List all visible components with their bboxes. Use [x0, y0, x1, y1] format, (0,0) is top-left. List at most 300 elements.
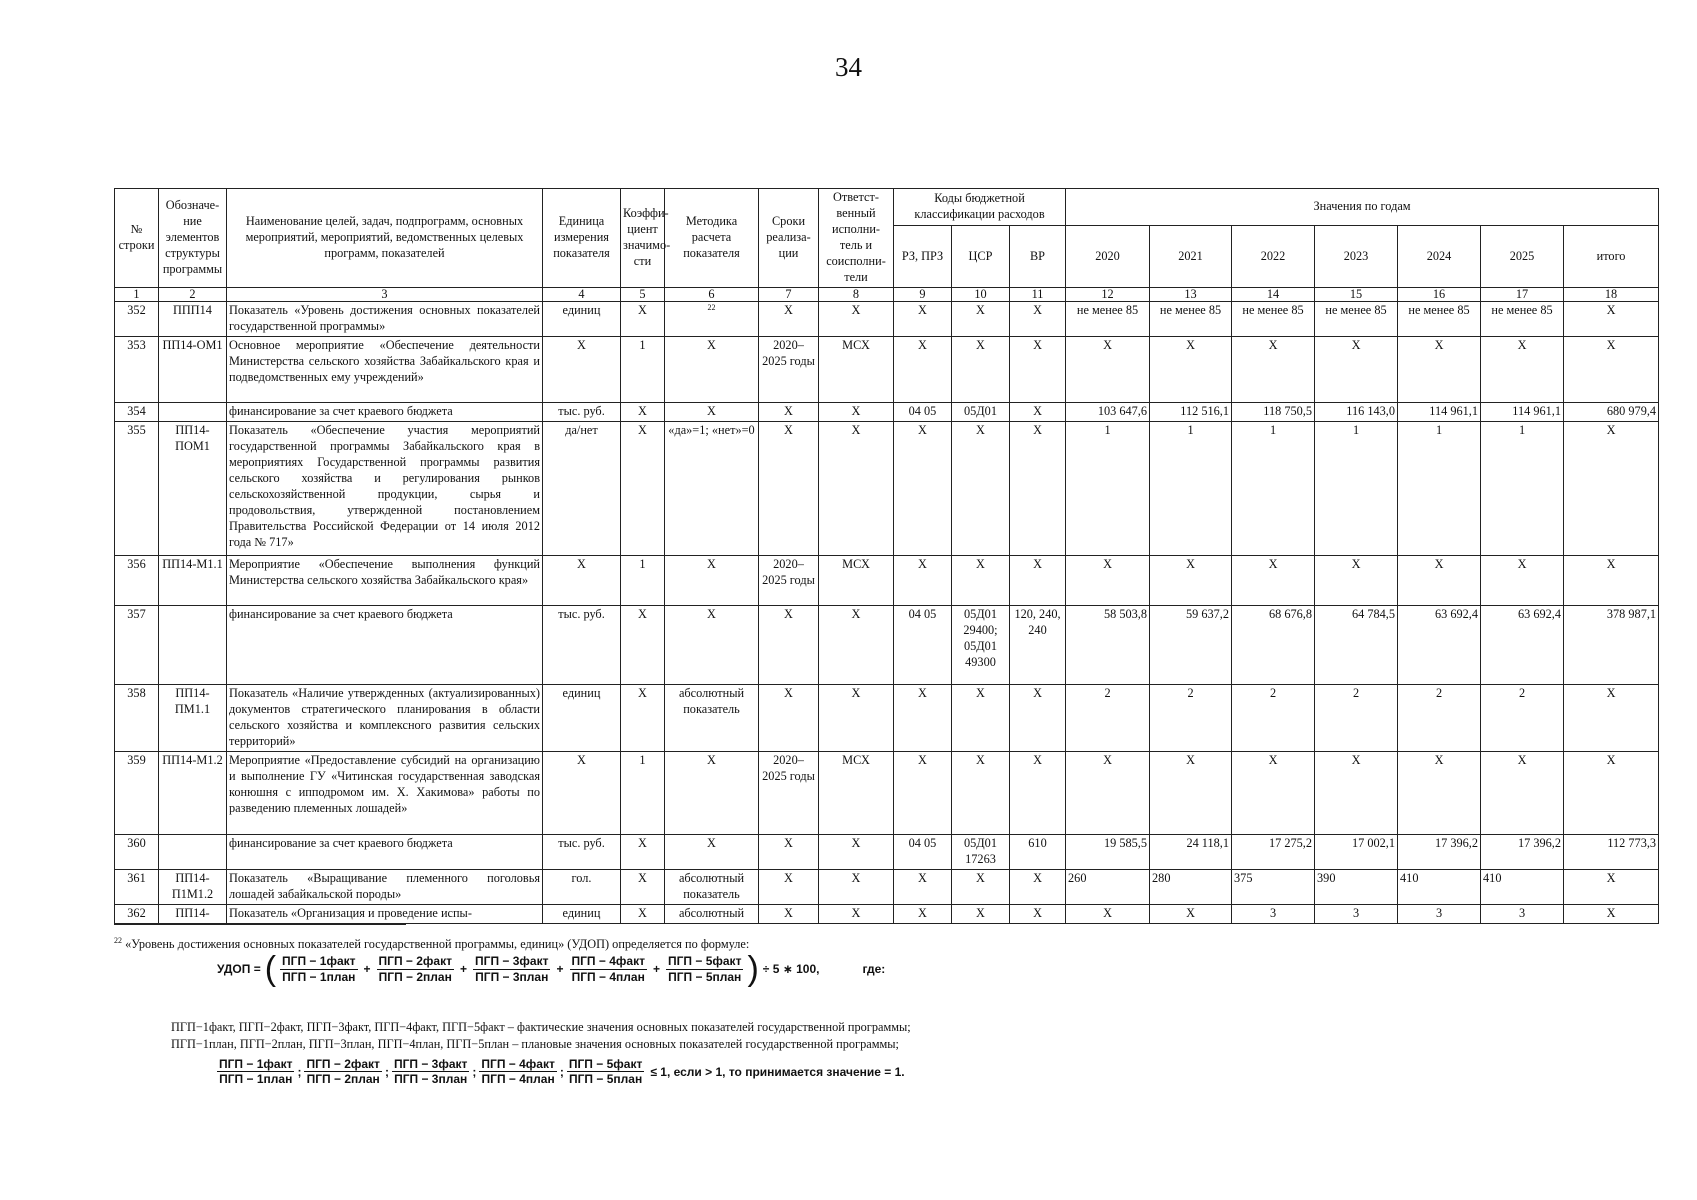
row-name: финансирование за счет краевого бюджета	[227, 605, 543, 684]
column-number: 11	[1010, 287, 1066, 301]
col-total: итого	[1564, 226, 1659, 288]
program-table	[114, 188, 1659, 924]
row-period: 2020–2025 годы	[759, 336, 819, 402]
row-value-2024: 3	[1398, 904, 1481, 923]
row-executor: Х	[819, 834, 894, 869]
row-coefficient: Х	[621, 605, 665, 684]
row-executor: Х	[819, 684, 894, 751]
row-value-2022: 375	[1232, 869, 1315, 904]
fraction-denominator: ПГП − 3план	[394, 1072, 468, 1087]
row-rz: Х	[894, 869, 952, 904]
row-number: 358	[115, 684, 159, 751]
udop-formula	[214, 952, 888, 986]
row-total: Х	[1564, 301, 1659, 336]
fraction-numerator: ПГП − 2факт	[306, 1057, 380, 1071]
footnote-text	[114, 936, 749, 952]
row-csr: Х	[952, 751, 1010, 834]
row-value-2021: 2	[1150, 684, 1232, 751]
column-number: 17	[1481, 287, 1564, 301]
row-name: Показатель «Обеспечение участия мероприятий государственной программы Забайкальского края в мероприятиях Государственной программы развития сельского хозяйства и регулирования рынков сельскохозяйственной продукции, сырья и продовольствия, утвержденной постановлением Правительства Российской Федерации от 14 июля 2012 года № 717»	[227, 421, 543, 555]
row-designation	[159, 605, 227, 684]
row-method: Х	[665, 834, 759, 869]
fraction-denominator: ПГП − 2план	[306, 1072, 380, 1087]
row-vr: Х	[1010, 421, 1066, 555]
row-rz: Х	[894, 555, 952, 605]
row-value-2020: 260	[1066, 869, 1150, 904]
table-row	[115, 421, 1659, 555]
row-vr: Х	[1010, 402, 1066, 421]
fraction-numerator: ПГП − 1факт	[219, 1057, 293, 1071]
row-total: 378 987,1	[1564, 605, 1659, 684]
table-row	[115, 402, 1659, 421]
row-value-2023: 1	[1315, 421, 1398, 555]
row-name: Показатель «Выращивание племенного поголовья лошадей забайкальской породы»	[227, 869, 543, 904]
column-number: 1	[115, 287, 159, 301]
row-period: Х	[759, 834, 819, 869]
plus-sign: +	[652, 962, 660, 976]
row-unit: Х	[543, 336, 621, 402]
row-executor: Х	[819, 301, 894, 336]
row-value-2020: Х	[1066, 336, 1150, 402]
row-value-2025: Х	[1481, 555, 1564, 605]
row-csr: Х	[952, 421, 1010, 555]
row-period: 2020–2025 годы	[759, 555, 819, 605]
col-unit: Единица измерения показателя	[543, 189, 621, 288]
row-value-2021: Х	[1150, 336, 1232, 402]
formula-lhs: УДОП =	[217, 962, 261, 976]
fraction-numerator: ПГП − 5факт	[568, 1057, 643, 1071]
plus-sign: +	[460, 962, 468, 976]
row-total: 112 773,3	[1564, 834, 1659, 869]
row-total: 680 979,4	[1564, 402, 1659, 421]
row-name: Мероприятие «Обеспечение выполнения функций Министерства сельского хозяйства Забайкальского края»	[227, 555, 543, 605]
row-unit: Х	[543, 751, 621, 834]
row-coefficient: Х	[621, 834, 665, 869]
row-vr: 120, 240, 240	[1010, 605, 1066, 684]
row-number: 357	[115, 605, 159, 684]
row-executor: Х	[819, 605, 894, 684]
row-value-2025: 114 961,1	[1481, 402, 1564, 421]
table-row	[115, 869, 1659, 904]
row-value-2024: 114 961,1	[1398, 402, 1481, 421]
row-number: 355	[115, 421, 159, 555]
col-csr: ЦСР	[952, 226, 1010, 288]
row-vr: 610	[1010, 834, 1066, 869]
row-executor: Х	[819, 421, 894, 555]
row-csr: 05Д01 29400; 05Д01 49300	[952, 605, 1010, 684]
row-number: 361	[115, 869, 159, 904]
table-row	[115, 684, 1659, 751]
row-value-2023: 390	[1315, 869, 1398, 904]
separator: ;	[559, 1064, 564, 1079]
row-method: «да»=1; «нет»=0	[665, 421, 759, 555]
formula-fraction	[377, 954, 454, 984]
col-designation: Обозначе-ние элементов структуры программы	[159, 189, 227, 288]
row-value-2020: 58 503,8	[1066, 605, 1150, 684]
row-rz: Х	[894, 301, 952, 336]
row-name: Показатель «Наличие утвержденных (актуализированных) документов стратегического планирования в области сельского хозяйства и комплексного развития сельских территорий»	[227, 684, 543, 751]
row-rz: 04 05	[894, 834, 952, 869]
row-value-2020: не менее 85	[1066, 301, 1150, 336]
row-designation: ПП14-ОМ1	[159, 336, 227, 402]
column-number: 4	[543, 287, 621, 301]
row-unit: единиц	[543, 301, 621, 336]
row-period: Х	[759, 421, 819, 555]
row-name: Основное мероприятие «Обеспечение деятельности Министерства сельского хозяйства Забайкальского края и подведомственных ему учреждений»	[227, 336, 543, 402]
row-value-2020: 19 585,5	[1066, 834, 1150, 869]
fraction-denominator: ПГП − 1план	[219, 1072, 293, 1087]
col-coefficient: Коэффи-циент значимо-сти	[621, 189, 665, 288]
row-value-2022: 2	[1232, 684, 1315, 751]
fraction-numerator: ПГП − 4факт	[571, 954, 645, 969]
row-name: финансирование за счет краевого бюджета	[227, 402, 543, 421]
column-number: 2	[159, 287, 227, 301]
row-value-2023: 64 784,5	[1315, 605, 1398, 684]
row-executor: Х	[819, 904, 894, 923]
row-period: 2020–2025 годы	[759, 751, 819, 834]
column-number: 8	[819, 287, 894, 301]
row-value-2022: Х	[1232, 555, 1315, 605]
fraction-denominator: ПГП − 5план	[569, 1072, 643, 1087]
table-row	[115, 605, 1659, 684]
row-vr: Х	[1010, 904, 1066, 923]
row-method: абсолютный показатель	[665, 869, 759, 904]
table-row	[115, 555, 1659, 605]
condition-formula	[214, 1057, 908, 1087]
row-value-2025: 2	[1481, 684, 1564, 751]
row-period: Х	[759, 605, 819, 684]
row-total: Х	[1564, 421, 1659, 555]
row-value-2024: Х	[1398, 555, 1481, 605]
row-name: финансирование за счет краевого бюджета	[227, 834, 543, 869]
fraction-denominator: ПГП − 1план	[282, 969, 356, 984]
separator: ;	[472, 1064, 477, 1079]
column-number: 16	[1398, 287, 1481, 301]
table-header	[115, 189, 1659, 288]
row-number: 362	[115, 904, 159, 923]
row-value-2024: 17 396,2	[1398, 834, 1481, 869]
formula-where: где:	[862, 962, 886, 976]
row-value-2020: 2	[1066, 684, 1150, 751]
row-value-2021: 280	[1150, 869, 1232, 904]
row-designation: ПП14-ПОМ1	[159, 421, 227, 555]
formula-tail: ÷ 5 ∗ 100,	[762, 962, 820, 976]
row-executor: МСХ	[819, 555, 894, 605]
row-designation	[159, 402, 227, 421]
table-row	[115, 834, 1659, 869]
row-method: Х	[665, 751, 759, 834]
row-method: Х	[665, 555, 759, 605]
row-value-2025: 17 396,2	[1481, 834, 1564, 869]
row-total: Х	[1564, 751, 1659, 834]
row-value-2023: 17 002,1	[1315, 834, 1398, 869]
row-value-2020: 1	[1066, 421, 1150, 555]
fraction-numerator: ПГП − 4факт	[481, 1057, 555, 1071]
table-row	[115, 751, 1659, 834]
row-coefficient: Х	[621, 684, 665, 751]
row-unit: единиц	[543, 904, 621, 923]
fraction-numerator: ПГП − 5факт	[667, 954, 742, 969]
row-value-2020: Х	[1066, 904, 1150, 923]
column-number: 5	[621, 287, 665, 301]
row-unit: Х	[543, 555, 621, 605]
row-period: Х	[759, 301, 819, 336]
row-executor: Х	[819, 402, 894, 421]
table-row	[115, 336, 1659, 402]
legend-plan: ПГП−1план, ПГП−2план, ПГП−3план, ПГП−4план, ПГП−5план – плановые значения основных показателей государственной программы;	[171, 1037, 899, 1051]
row-number: 360	[115, 834, 159, 869]
row-value-2022: Х	[1232, 336, 1315, 402]
row-number: 352	[115, 301, 159, 336]
col-year-2022: 2022	[1232, 226, 1315, 288]
row-value-2020: 103 647,6	[1066, 402, 1150, 421]
row-executor: Х	[819, 869, 894, 904]
row-value-2025: 410	[1481, 869, 1564, 904]
row-value-2025: не менее 85	[1481, 301, 1564, 336]
row-vr: Х	[1010, 684, 1066, 751]
row-coefficient: Х	[621, 402, 665, 421]
row-csr: Х	[952, 904, 1010, 923]
row-value-2023: не менее 85	[1315, 301, 1398, 336]
row-unit: да/нет	[543, 421, 621, 555]
row-value-2025: 3	[1481, 904, 1564, 923]
row-method: абсолютный показатель	[665, 684, 759, 751]
row-value-2022: Х	[1232, 751, 1315, 834]
row-number: 359	[115, 751, 159, 834]
row-coefficient: Х	[621, 421, 665, 555]
col-budget-codes: Коды бюджетной классификации расходов	[894, 189, 1066, 226]
fraction-numerator: ПГП − 2факт	[378, 954, 452, 969]
row-rz: Х	[894, 751, 952, 834]
row-unit: единиц	[543, 684, 621, 751]
row-value-2021: Х	[1150, 904, 1232, 923]
legend-fact: ПГП−1факт, ПГП−2факт, ПГП−3факт, ПГП−4факт, ПГП−5факт – фактические значения основных показателей государственной программы;	[171, 1020, 911, 1034]
col-executor: Ответст-венный исполни-тель и соисполни-тели	[819, 189, 894, 288]
left-paren: (	[264, 950, 277, 988]
page-number: 34	[835, 52, 862, 82]
row-value-2020: Х	[1066, 555, 1150, 605]
row-csr: Х	[952, 869, 1010, 904]
row-executor: МСХ	[819, 751, 894, 834]
footnote-reference: 22	[707, 302, 716, 312]
row-value-2022: 1	[1232, 421, 1315, 555]
row-value-2022: 118 750,5	[1232, 402, 1315, 421]
row-value-2025: 1	[1481, 421, 1564, 555]
row-designation	[159, 834, 227, 869]
column-number: 10	[952, 287, 1010, 301]
row-csr: Х	[952, 684, 1010, 751]
row-rz: 04 05	[894, 605, 952, 684]
column-number: 3	[227, 287, 543, 301]
fraction-denominator: ПГП − 4план	[481, 1072, 555, 1087]
row-value-2020: Х	[1066, 751, 1150, 834]
column-number: 13	[1150, 287, 1232, 301]
col-row-no: № строки	[115, 189, 159, 288]
col-values-by-year: Значения по годам	[1066, 189, 1659, 226]
row-method	[665, 301, 759, 336]
row-name: Показатель «Организация и проведение испы-	[227, 904, 543, 923]
col-name: Наименование целей, задач, подпрограмм, основных мероприятий, мероприятий, ведомственных целевых программ, показателей	[227, 189, 543, 288]
table-body	[115, 287, 1659, 923]
formula-fraction	[666, 954, 743, 984]
fraction-denominator: ПГП − 5план	[668, 969, 742, 984]
row-coefficient: 1	[621, 751, 665, 834]
fraction-denominator: ПГП − 3план	[475, 969, 549, 984]
row-value-2021: Х	[1150, 751, 1232, 834]
row-value-2023: Х	[1315, 751, 1398, 834]
row-value-2024: 63 692,4	[1398, 605, 1481, 684]
row-value-2022: не менее 85	[1232, 301, 1315, 336]
row-coefficient: Х	[621, 869, 665, 904]
column-number: 15	[1315, 287, 1398, 301]
row-value-2024: Х	[1398, 336, 1481, 402]
row-unit: тыс. руб.	[543, 605, 621, 684]
row-value-2024: 1	[1398, 421, 1481, 555]
footnote-rule	[114, 924, 406, 925]
footnote-marker: 22	[114, 936, 122, 945]
row-value-2025: Х	[1481, 336, 1564, 402]
row-designation: ПП14-	[159, 904, 227, 923]
row-value-2024: Х	[1398, 751, 1481, 834]
row-value-2021: 112 516,1	[1150, 402, 1232, 421]
row-designation: ППП14	[159, 301, 227, 336]
formula-fraction	[473, 954, 550, 984]
formula-fraction	[570, 954, 647, 984]
row-value-2021: 59 637,2	[1150, 605, 1232, 684]
col-year-2020: 2020	[1066, 226, 1150, 288]
row-value-2021: не менее 85	[1150, 301, 1232, 336]
row-name: Показатель «Уровень достижения основных показателей государственной программы»	[227, 301, 543, 336]
row-csr: 05Д01	[952, 402, 1010, 421]
row-designation: ПП14-ПМ1.1	[159, 684, 227, 751]
row-method: Х	[665, 336, 759, 402]
column-number: 14	[1232, 287, 1315, 301]
row-period: Х	[759, 869, 819, 904]
right-paren: )	[747, 950, 759, 988]
row-period: Х	[759, 904, 819, 923]
formula-fraction	[392, 1057, 469, 1087]
row-designation: ПП14-П1М1.2	[159, 869, 227, 904]
row-number: 354	[115, 402, 159, 421]
column-number: 18	[1564, 287, 1659, 301]
row-method: Х	[665, 605, 759, 684]
row-csr: 05Д01 17263	[952, 834, 1010, 869]
row-unit: тыс. руб.	[543, 402, 621, 421]
row-value-2024: не менее 85	[1398, 301, 1481, 336]
table-row	[115, 301, 1659, 336]
column-number: 7	[759, 287, 819, 301]
row-coefficient: 1	[621, 555, 665, 605]
row-vr: Х	[1010, 301, 1066, 336]
column-number: 6	[665, 287, 759, 301]
row-coefficient: Х	[621, 904, 665, 923]
row-designation: ПП14-М1.1	[159, 555, 227, 605]
fraction-numerator: ПГП − 1факт	[282, 954, 356, 969]
row-value-2023: Х	[1315, 555, 1398, 605]
row-value-2021: Х	[1150, 555, 1232, 605]
row-rz: Х	[894, 904, 952, 923]
row-value-2025: 63 692,4	[1481, 605, 1564, 684]
fraction-numerator: ПГП − 3факт	[393, 1057, 468, 1071]
row-vr: Х	[1010, 751, 1066, 834]
fraction-numerator: ПГП − 3факт	[475, 954, 549, 969]
col-method: Методика расчета показателя	[665, 189, 759, 288]
row-unit: гол.	[543, 869, 621, 904]
formula-fraction	[567, 1057, 644, 1087]
row-total: Х	[1564, 555, 1659, 605]
row-total: Х	[1564, 336, 1659, 402]
row-value-2022: 3	[1232, 904, 1315, 923]
row-coefficient: 1	[621, 336, 665, 402]
row-value-2022: 17 275,2	[1232, 834, 1315, 869]
formula-fraction	[304, 1057, 381, 1087]
col-year-2021: 2021	[1150, 226, 1232, 288]
row-rz: Х	[894, 336, 952, 402]
col-year-2023: 2023	[1315, 226, 1398, 288]
col-vr: ВР	[1010, 226, 1066, 288]
row-vr: Х	[1010, 555, 1066, 605]
row-vr: Х	[1010, 336, 1066, 402]
row-value-2023: 3	[1315, 904, 1398, 923]
fraction-denominator: ПГП − 2план	[378, 969, 452, 984]
column-number-row	[115, 287, 1659, 301]
row-csr: Х	[952, 301, 1010, 336]
formula-fraction	[217, 1057, 294, 1087]
row-csr: Х	[952, 555, 1010, 605]
row-rz: Х	[894, 421, 952, 555]
row-name: Мероприятие «Предоставление субсидий на организацию и выполнение ГУ «Читинская государственная заводская конюшня с ипподромом им. Х. Хакимова» работы по разведению племенных лошадей»	[227, 751, 543, 834]
row-designation: ПП14-М1.2	[159, 751, 227, 834]
plus-sign: +	[363, 962, 371, 976]
col-year-2025: 2025	[1481, 226, 1564, 288]
plus-sign: +	[556, 962, 564, 976]
row-value-2023: 2	[1315, 684, 1398, 751]
row-csr: Х	[952, 336, 1010, 402]
row-executor: МСХ	[819, 336, 894, 402]
col-rz: РЗ, ПРЗ	[894, 226, 952, 288]
row-method: Х	[665, 402, 759, 421]
col-period: Сроки реализа-ции	[759, 189, 819, 288]
table-row	[115, 904, 1659, 923]
row-value-2024: 410	[1398, 869, 1481, 904]
row-total: Х	[1564, 904, 1659, 923]
row-value-2023: Х	[1315, 336, 1398, 402]
row-rz: Х	[894, 684, 952, 751]
condition-tail: ≤ 1, если > 1, то принимается значение = 1.	[650, 1064, 905, 1079]
row-value-2025: Х	[1481, 751, 1564, 834]
column-number: 12	[1066, 287, 1150, 301]
row-method: абсолютный	[665, 904, 759, 923]
row-number: 353	[115, 336, 159, 402]
row-number: 356	[115, 555, 159, 605]
row-rz: 04 05	[894, 402, 952, 421]
footnote-body: «Уровень достижения основных показателей государственной программы, единиц» (УДОП) определяется по формуле:	[125, 937, 750, 952]
col-year-2024: 2024	[1398, 226, 1481, 288]
row-value-2021: 24 118,1	[1150, 834, 1232, 869]
row-value-2022: 68 676,8	[1232, 605, 1315, 684]
row-coefficient: Х	[621, 301, 665, 336]
row-value-2023: 116 143,0	[1315, 402, 1398, 421]
column-number: 9	[894, 287, 952, 301]
row-unit: тыс. руб.	[543, 834, 621, 869]
formula-fraction	[280, 954, 357, 984]
row-value-2024: 2	[1398, 684, 1481, 751]
row-period: Х	[759, 684, 819, 751]
row-period: Х	[759, 402, 819, 421]
row-total: Х	[1564, 684, 1659, 751]
row-vr: Х	[1010, 869, 1066, 904]
separator: ;	[384, 1064, 389, 1079]
